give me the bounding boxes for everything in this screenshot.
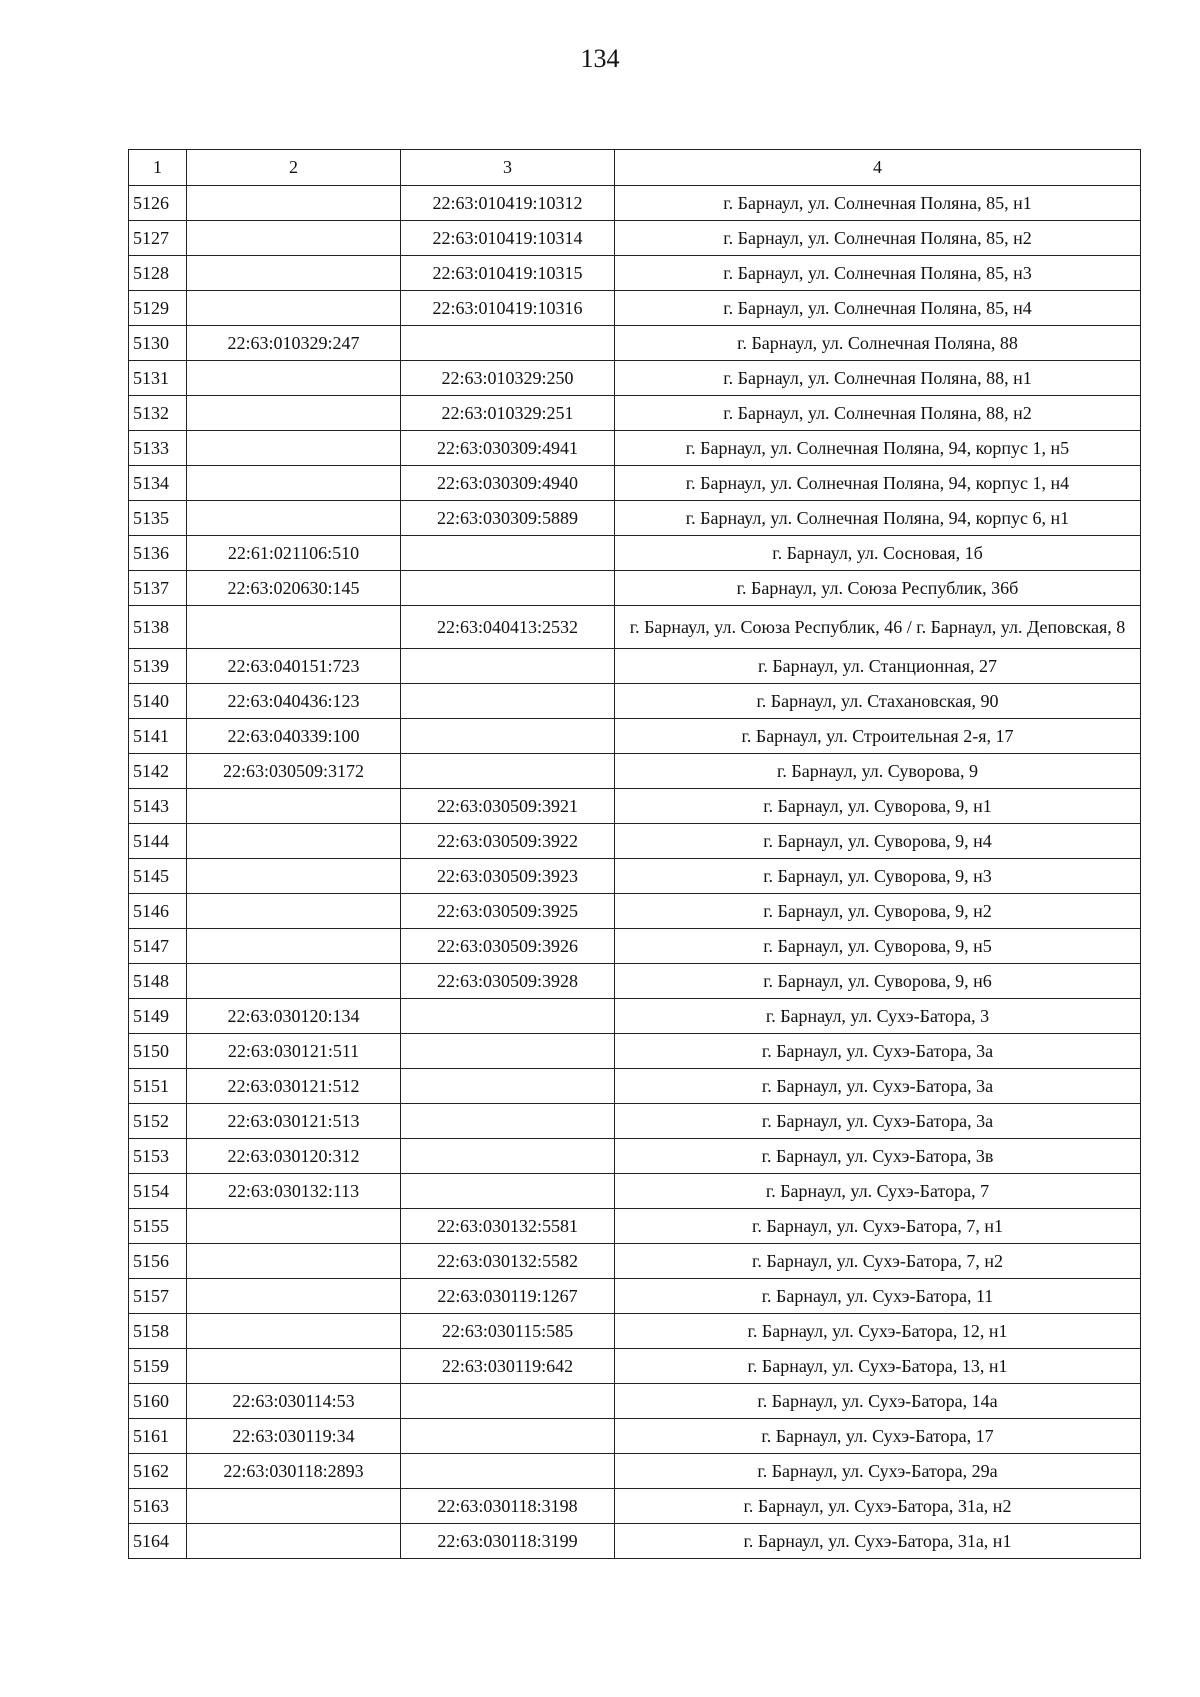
cadastral-number-col2: 22:63:040151:723 bbox=[187, 649, 401, 684]
cadastral-number-col3 bbox=[401, 1139, 615, 1174]
table-row bbox=[129, 1139, 1141, 1174]
row-number: 5143 bbox=[129, 789, 187, 824]
address: г. Барнаул, ул. Сухэ-Батора, 7, н2 bbox=[615, 1244, 1141, 1279]
address: г. Барнаул, ул. Союза Республик, 36б bbox=[615, 571, 1141, 606]
cadastral-number-col2 bbox=[187, 1349, 401, 1384]
registry-table bbox=[128, 149, 1141, 1559]
cadastral-number-col2 bbox=[187, 221, 401, 256]
cadastral-number-col2 bbox=[187, 186, 401, 221]
row-number: 5162 bbox=[129, 1454, 187, 1489]
address: г. Барнаул, ул. Суворова, 9, н4 bbox=[615, 824, 1141, 859]
address: г. Барнаул, ул. Сухэ-Батора, 13, н1 bbox=[615, 1349, 1141, 1384]
table-row bbox=[129, 186, 1141, 221]
table-row bbox=[129, 396, 1141, 431]
cadastral-number-col2: 22:61:021106:510 bbox=[187, 536, 401, 571]
row-number: 5152 bbox=[129, 1104, 187, 1139]
cadastral-number-col2: 22:63:040436:123 bbox=[187, 684, 401, 719]
table-body bbox=[129, 186, 1141, 1559]
cadastral-number-col2 bbox=[187, 824, 401, 859]
address: г. Барнаул, ул. Сухэ-Батора, 14а bbox=[615, 1384, 1141, 1419]
cadastral-number-col2 bbox=[187, 894, 401, 929]
cadastral-number-col3: 22:63:030115:585 bbox=[401, 1314, 615, 1349]
cadastral-number-col2 bbox=[187, 606, 401, 649]
table-row bbox=[129, 501, 1141, 536]
cadastral-number-col3 bbox=[401, 1174, 615, 1209]
address: г. Барнаул, ул. Солнечная Поляна, 88, н1 bbox=[615, 361, 1141, 396]
row-number: 5155 bbox=[129, 1209, 187, 1244]
cadastral-number-col2 bbox=[187, 501, 401, 536]
table-row bbox=[129, 466, 1141, 501]
row-number: 5141 bbox=[129, 719, 187, 754]
table-row bbox=[129, 1104, 1141, 1139]
cadastral-number-col3 bbox=[401, 1104, 615, 1139]
cadastral-number-col3: 22:63:030509:3928 bbox=[401, 964, 615, 999]
cadastral-number-col2: 22:63:010329:247 bbox=[187, 326, 401, 361]
cadastral-number-col3 bbox=[401, 571, 615, 606]
row-number: 5157 bbox=[129, 1279, 187, 1314]
address: г. Барнаул, ул. Суворова, 9, н6 bbox=[615, 964, 1141, 999]
address: г. Барнаул, ул. Солнечная Поляна, 88 bbox=[615, 326, 1141, 361]
cadastral-number-col2: 22:63:040339:100 bbox=[187, 719, 401, 754]
table-row bbox=[129, 684, 1141, 719]
cadastral-number-col3 bbox=[401, 536, 615, 571]
row-number: 5161 bbox=[129, 1419, 187, 1454]
address: г. Барнаул, ул. Стахановская, 90 bbox=[615, 684, 1141, 719]
address: г. Барнаул, ул. Суворова, 9, н3 bbox=[615, 859, 1141, 894]
row-number: 5139 bbox=[129, 649, 187, 684]
address: г. Барнаул, ул. Станционная, 27 bbox=[615, 649, 1141, 684]
table-row bbox=[129, 606, 1141, 649]
cadastral-number-col3: 22:63:040413:2532 bbox=[401, 606, 615, 649]
cadastral-number-col2 bbox=[187, 396, 401, 431]
column-header-4: 4 bbox=[615, 150, 1141, 186]
cadastral-number-col3 bbox=[401, 1384, 615, 1419]
cadastral-number-col2 bbox=[187, 256, 401, 291]
cadastral-number-col2 bbox=[187, 859, 401, 894]
table-row bbox=[129, 1209, 1141, 1244]
table-row bbox=[129, 859, 1141, 894]
row-number: 5163 bbox=[129, 1489, 187, 1524]
cadastral-number-col2 bbox=[187, 964, 401, 999]
address: г. Барнаул, ул. Солнечная Поляна, 94, корпус 6, н1 bbox=[615, 501, 1141, 536]
cadastral-number-col3: 22:63:030309:5889 bbox=[401, 501, 615, 536]
table-row bbox=[129, 1454, 1141, 1489]
row-number: 5146 bbox=[129, 894, 187, 929]
cadastral-number-col3: 22:63:030132:5582 bbox=[401, 1244, 615, 1279]
address: г. Барнаул, ул. Солнечная Поляна, 85, н3 bbox=[615, 256, 1141, 291]
cadastral-number-col2: 22:63:020630:145 bbox=[187, 571, 401, 606]
row-number: 5138 bbox=[129, 606, 187, 649]
row-number: 5128 bbox=[129, 256, 187, 291]
cadastral-number-col3: 22:63:030509:3922 bbox=[401, 824, 615, 859]
address: г. Барнаул, ул. Сухэ-Батора, 11 bbox=[615, 1279, 1141, 1314]
row-number: 5140 bbox=[129, 684, 187, 719]
table-row bbox=[129, 571, 1141, 606]
address: г. Барнаул, ул. Сухэ-Батора, 3а bbox=[615, 1104, 1141, 1139]
row-number: 5164 bbox=[129, 1524, 187, 1559]
cadastral-number-col3: 22:63:030118:3198 bbox=[401, 1489, 615, 1524]
cadastral-number-col3: 22:63:030132:5581 bbox=[401, 1209, 615, 1244]
cadastral-number-col3: 22:63:030119:642 bbox=[401, 1349, 615, 1384]
address: г. Барнаул, ул. Суворова, 9, н1 bbox=[615, 789, 1141, 824]
cadastral-number-col2: 22:63:030120:312 bbox=[187, 1139, 401, 1174]
cadastral-number-col2 bbox=[187, 1244, 401, 1279]
address: г. Барнаул, ул. Сухэ-Батора, 3 bbox=[615, 999, 1141, 1034]
cadastral-number-col3: 22:63:010419:10312 bbox=[401, 186, 615, 221]
cadastral-number-col3: 22:63:030509:3921 bbox=[401, 789, 615, 824]
cadastral-number-col3 bbox=[401, 719, 615, 754]
cadastral-number-col3 bbox=[401, 684, 615, 719]
row-number: 5137 bbox=[129, 571, 187, 606]
cadastral-number-col3: 22:63:030509:3926 bbox=[401, 929, 615, 964]
row-number: 5145 bbox=[129, 859, 187, 894]
table-row bbox=[129, 1279, 1141, 1314]
cadastral-number-col3 bbox=[401, 1419, 615, 1454]
cadastral-number-col2: 22:63:030118:2893 bbox=[187, 1454, 401, 1489]
table-row bbox=[129, 1489, 1141, 1524]
cadastral-number-col2: 22:63:030120:134 bbox=[187, 999, 401, 1034]
row-number: 5142 bbox=[129, 754, 187, 789]
cadastral-number-col2 bbox=[187, 361, 401, 396]
row-number: 5160 bbox=[129, 1384, 187, 1419]
address: г. Барнаул, ул. Сухэ-Батора, 3а bbox=[615, 1069, 1141, 1104]
row-number: 5159 bbox=[129, 1349, 187, 1384]
table-row bbox=[129, 1069, 1141, 1104]
cadastral-number-col3: 22:63:030118:3199 bbox=[401, 1524, 615, 1559]
cadastral-number-col2: 22:63:030132:113 bbox=[187, 1174, 401, 1209]
row-number: 5144 bbox=[129, 824, 187, 859]
table-row bbox=[129, 999, 1141, 1034]
cadastral-number-col2 bbox=[187, 466, 401, 501]
cadastral-number-col3 bbox=[401, 649, 615, 684]
cadastral-number-col2 bbox=[187, 789, 401, 824]
row-number: 5135 bbox=[129, 501, 187, 536]
table-row bbox=[129, 649, 1141, 684]
row-number: 5126 bbox=[129, 186, 187, 221]
address: г. Барнаул, ул. Сухэ-Батора, 31а, н1 bbox=[615, 1524, 1141, 1559]
address: г. Барнаул, ул. Сухэ-Батора, 3в bbox=[615, 1139, 1141, 1174]
address: г. Барнаул, ул. Солнечная Поляна, 85, н4 bbox=[615, 291, 1141, 326]
cadastral-number-col2: 22:63:030121:511 bbox=[187, 1034, 401, 1069]
row-number: 5150 bbox=[129, 1034, 187, 1069]
row-number: 5133 bbox=[129, 431, 187, 466]
cadastral-number-col2: 22:63:030121:513 bbox=[187, 1104, 401, 1139]
address: г. Барнаул, ул. Солнечная Поляна, 94, корпус 1, н4 bbox=[615, 466, 1141, 501]
table-row bbox=[129, 1174, 1141, 1209]
cadastral-number-col2 bbox=[187, 929, 401, 964]
address: г. Барнаул, ул. Солнечная Поляна, 94, корпус 1, н5 bbox=[615, 431, 1141, 466]
cadastral-number-col2 bbox=[187, 1524, 401, 1559]
cadastral-number-col2 bbox=[187, 291, 401, 326]
table-row bbox=[129, 1384, 1141, 1419]
cadastral-number-col3: 22:63:010329:250 bbox=[401, 361, 615, 396]
table-row bbox=[129, 431, 1141, 466]
table-row bbox=[129, 256, 1141, 291]
table-row bbox=[129, 789, 1141, 824]
cadastral-number-col2 bbox=[187, 431, 401, 466]
table-row bbox=[129, 1244, 1141, 1279]
cadastral-number-col3 bbox=[401, 1069, 615, 1104]
cadastral-number-col3: 22:63:010419:10314 bbox=[401, 221, 615, 256]
column-header-2: 2 bbox=[187, 150, 401, 186]
row-number: 5127 bbox=[129, 221, 187, 256]
header-row bbox=[129, 150, 1141, 186]
cadastral-number-col3: 22:63:030309:4940 bbox=[401, 466, 615, 501]
column-header-3: 3 bbox=[401, 150, 615, 186]
table-row bbox=[129, 291, 1141, 326]
address: г. Барнаул, ул. Сухэ-Батора, 29а bbox=[615, 1454, 1141, 1489]
table-row bbox=[129, 1419, 1141, 1454]
address: г. Барнаул, ул. Строительная 2-я, 17 bbox=[615, 719, 1141, 754]
address: г. Барнаул, ул. Сухэ-Батора, 7 bbox=[615, 1174, 1141, 1209]
address: г. Барнаул, ул. Сосновая, 1б bbox=[615, 536, 1141, 571]
table-row bbox=[129, 824, 1141, 859]
address: г. Барнаул, ул. Суворова, 9, н5 bbox=[615, 929, 1141, 964]
cadastral-number-col3 bbox=[401, 754, 615, 789]
row-number: 5158 bbox=[129, 1314, 187, 1349]
row-number: 5131 bbox=[129, 361, 187, 396]
row-number: 5149 bbox=[129, 999, 187, 1034]
page-number: 134 bbox=[580, 44, 620, 73]
cadastral-number-col2: 22:63:030509:3172 bbox=[187, 754, 401, 789]
cadastral-number-col2: 22:63:030121:512 bbox=[187, 1069, 401, 1104]
row-number: 5154 bbox=[129, 1174, 187, 1209]
table-row bbox=[129, 754, 1141, 789]
cadastral-number-col3: 22:63:030309:4941 bbox=[401, 431, 615, 466]
row-number: 5156 bbox=[129, 1244, 187, 1279]
table-row bbox=[129, 361, 1141, 396]
cadastral-number-col2 bbox=[187, 1489, 401, 1524]
table-row bbox=[129, 221, 1141, 256]
table-row bbox=[129, 1034, 1141, 1069]
row-number: 5134 bbox=[129, 466, 187, 501]
cadastral-number-col3: 22:63:030119:1267 bbox=[401, 1279, 615, 1314]
row-number: 5136 bbox=[129, 536, 187, 571]
table-row bbox=[129, 536, 1141, 571]
row-number: 5132 bbox=[129, 396, 187, 431]
row-number: 5148 bbox=[129, 964, 187, 999]
cadastral-number-col2 bbox=[187, 1279, 401, 1314]
column-header-1: 1 bbox=[129, 150, 187, 186]
cadastral-number-col2 bbox=[187, 1314, 401, 1349]
cadastral-number-col3 bbox=[401, 326, 615, 361]
cadastral-number-col2: 22:63:030119:34 bbox=[187, 1419, 401, 1454]
cadastral-number-col2: 22:63:030114:53 bbox=[187, 1384, 401, 1419]
address: г. Барнаул, ул. Сухэ-Батора, 17 bbox=[615, 1419, 1141, 1454]
address: г. Барнаул, ул. Солнечная Поляна, 85, н1 bbox=[615, 186, 1141, 221]
cadastral-number-col3: 22:63:010329:251 bbox=[401, 396, 615, 431]
address: г. Барнаул, ул. Суворова, 9 bbox=[615, 754, 1141, 789]
table-row bbox=[129, 929, 1141, 964]
row-number: 5151 bbox=[129, 1069, 187, 1104]
table-row bbox=[129, 964, 1141, 999]
table-row bbox=[129, 894, 1141, 929]
address: г. Барнаул, ул. Союза Республик, 46 / г. Барнаул, ул. Деповская, 8 bbox=[615, 606, 1141, 649]
cadastral-number-col3 bbox=[401, 999, 615, 1034]
row-number: 5153 bbox=[129, 1139, 187, 1174]
cadastral-number-col3 bbox=[401, 1454, 615, 1489]
row-number: 5147 bbox=[129, 929, 187, 964]
cadastral-number-col2 bbox=[187, 1209, 401, 1244]
table-row bbox=[129, 1349, 1141, 1384]
row-number: 5129 bbox=[129, 291, 187, 326]
cadastral-number-col3: 22:63:010419:10316 bbox=[401, 291, 615, 326]
address: г. Барнаул, ул. Сухэ-Батора, 3а bbox=[615, 1034, 1141, 1069]
row-number: 5130 bbox=[129, 326, 187, 361]
cadastral-number-col3 bbox=[401, 1034, 615, 1069]
address: г. Барнаул, ул. Сухэ-Батора, 12, н1 bbox=[615, 1314, 1141, 1349]
table-row bbox=[129, 1314, 1141, 1349]
cadastral-number-col3: 22:63:030509:3923 bbox=[401, 859, 615, 894]
address: г. Барнаул, ул. Сухэ-Батора, 7, н1 bbox=[615, 1209, 1141, 1244]
address: г. Барнаул, ул. Солнечная Поляна, 85, н2 bbox=[615, 221, 1141, 256]
cadastral-number-col3: 22:63:010419:10315 bbox=[401, 256, 615, 291]
address: г. Барнаул, ул. Суворова, 9, н2 bbox=[615, 894, 1141, 929]
address: г. Барнаул, ул. Сухэ-Батора, 31а, н2 bbox=[615, 1489, 1141, 1524]
address: г. Барнаул, ул. Солнечная Поляна, 88, н2 bbox=[615, 396, 1141, 431]
table-row bbox=[129, 326, 1141, 361]
table-row bbox=[129, 719, 1141, 754]
table-row bbox=[129, 1524, 1141, 1559]
cadastral-number-col3: 22:63:030509:3925 bbox=[401, 894, 615, 929]
